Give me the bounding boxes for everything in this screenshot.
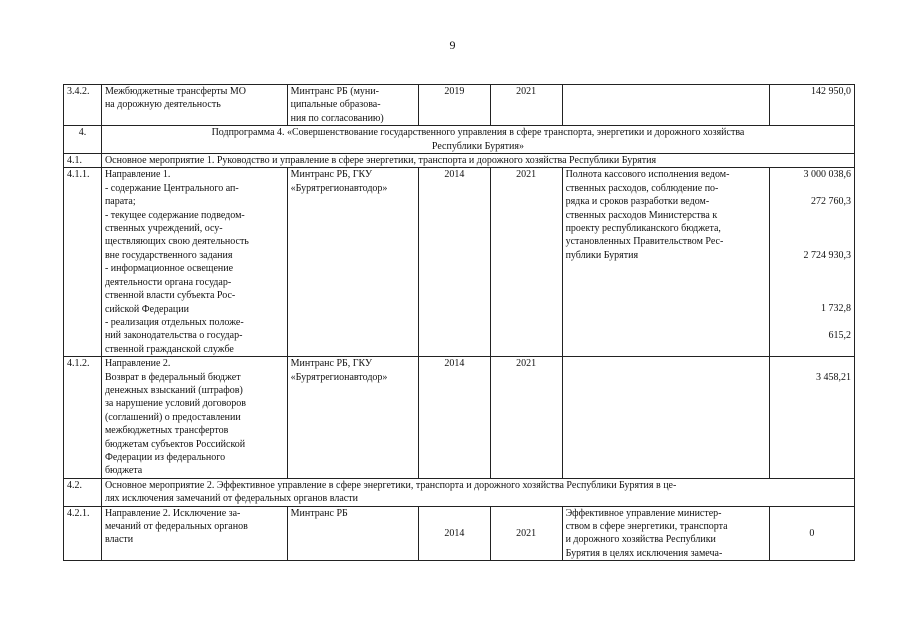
table-row — [64, 357, 855, 479]
amount-civil-service: 615,2 — [828, 330, 851, 342]
table-row — [64, 85, 855, 126]
amount-central-apparatus: 272 760,3 — [811, 196, 851, 208]
amount-information: 1 732,8 — [821, 303, 851, 315]
table-row — [64, 506, 855, 561]
page-number: 9 — [449, 38, 456, 52]
table-row — [64, 126, 855, 154]
amount-total: 3 000 038,6 — [803, 169, 851, 181]
start-year: 2014 — [418, 168, 490, 357]
amount: 0 — [769, 506, 854, 561]
end-year: 2021 — [490, 85, 562, 126]
program-table — [63, 84, 855, 561]
start-year: 2014 — [418, 506, 490, 561]
amount: 142 950,0 — [769, 85, 854, 126]
executor: Минтранс РБ (муни- ципальные образова- ния по согласованию) — [287, 85, 418, 126]
indicator — [562, 357, 769, 479]
end-year: 2021 — [490, 168, 562, 357]
row-number: 4. — [64, 126, 102, 154]
subprogram-title: Подпрограмма 4. «Совершенствование государственного управления в сфере транспорта, энергетики и дорожного хозяйства Республики Бурятия» — [101, 126, 854, 154]
executor: Минтранс РБ, ГКУ «Бурятрегионавтодор» — [287, 168, 418, 357]
start-year: 2019 — [418, 85, 490, 126]
measure-name: Межбюджетные трансферты МО на дорожную деятельность — [101, 85, 287, 126]
indicator: Эффективное управление министер- ством в сфере энергетики, транспорта и дорожного хозяйства Республики Бурятия в целях исключения замеча- — [562, 506, 769, 561]
row-number: 4.2. — [64, 478, 102, 506]
table-row — [64, 478, 855, 506]
amount: 3 458,21 — [769, 357, 854, 479]
row-number: 4.2.1. — [64, 506, 102, 561]
start-year: 2014 — [418, 357, 490, 479]
row-number: 3.4.2. — [64, 85, 102, 126]
main-measure-title: Основное мероприятие 2. Эффективное управление в сфере энергетики, транспорта и дорожного хозяйства Республики Бурятия в це- лях исключения замечаний от федеральных органов власти — [101, 478, 854, 506]
row-number: 4.1.2. — [64, 357, 102, 479]
table-row — [64, 168, 855, 357]
executor: Минтранс РБ — [287, 506, 418, 561]
amount — [769, 168, 854, 357]
end-year: 2021 — [490, 506, 562, 561]
executor: Минтранс РБ, ГКУ «Бурятрегионавтодор» — [287, 357, 418, 479]
end-year: 2021 — [490, 357, 562, 479]
measure-name: Направление 2. Исключение за- мечаний от федеральных органов власти — [101, 506, 287, 561]
row-number: 4.1.1. — [64, 168, 102, 357]
row-number: 4.1. — [64, 154, 102, 168]
indicator: Полнота кассового исполнения ведом- ственных расходов, соблюдение по- рядка и сроков разработки ведом- ственных расходов Министерства к проекту республиканского бюджета, установленных Правительством Рес- публики Бурятия — [562, 168, 769, 357]
indicator — [562, 85, 769, 126]
main-measure-title: Основное мероприятие 1. Руководство и управление в сфере энергетики, транспорта и дорожного хозяйства Республики Бурятия — [101, 154, 854, 168]
measure-name: Направление 1. - содержание Центрального ап- парата; - текущее содержание подведом- ственных учреждений, осу- ществляющих свою деятельность вне государственного задания - информационное освещение деятельности органа государ- ственной власти субъекта Рос- сийской Федерации - реализация отдельных положе- ний законодательства о государ- ственной гражданской службе — [101, 168, 287, 357]
table-row — [64, 154, 855, 168]
amount-subordinate-institutions: 2 724 930,3 — [803, 249, 851, 261]
measure-name: Направление 2. Возврат в федеральный бюджет денежных взысканий (штрафов) за нарушение условий договоров (соглашений) о предоставлении межбюджетных трансфертов бюджетам субъектов Российской Федерации из федерального бюджета — [101, 357, 287, 479]
